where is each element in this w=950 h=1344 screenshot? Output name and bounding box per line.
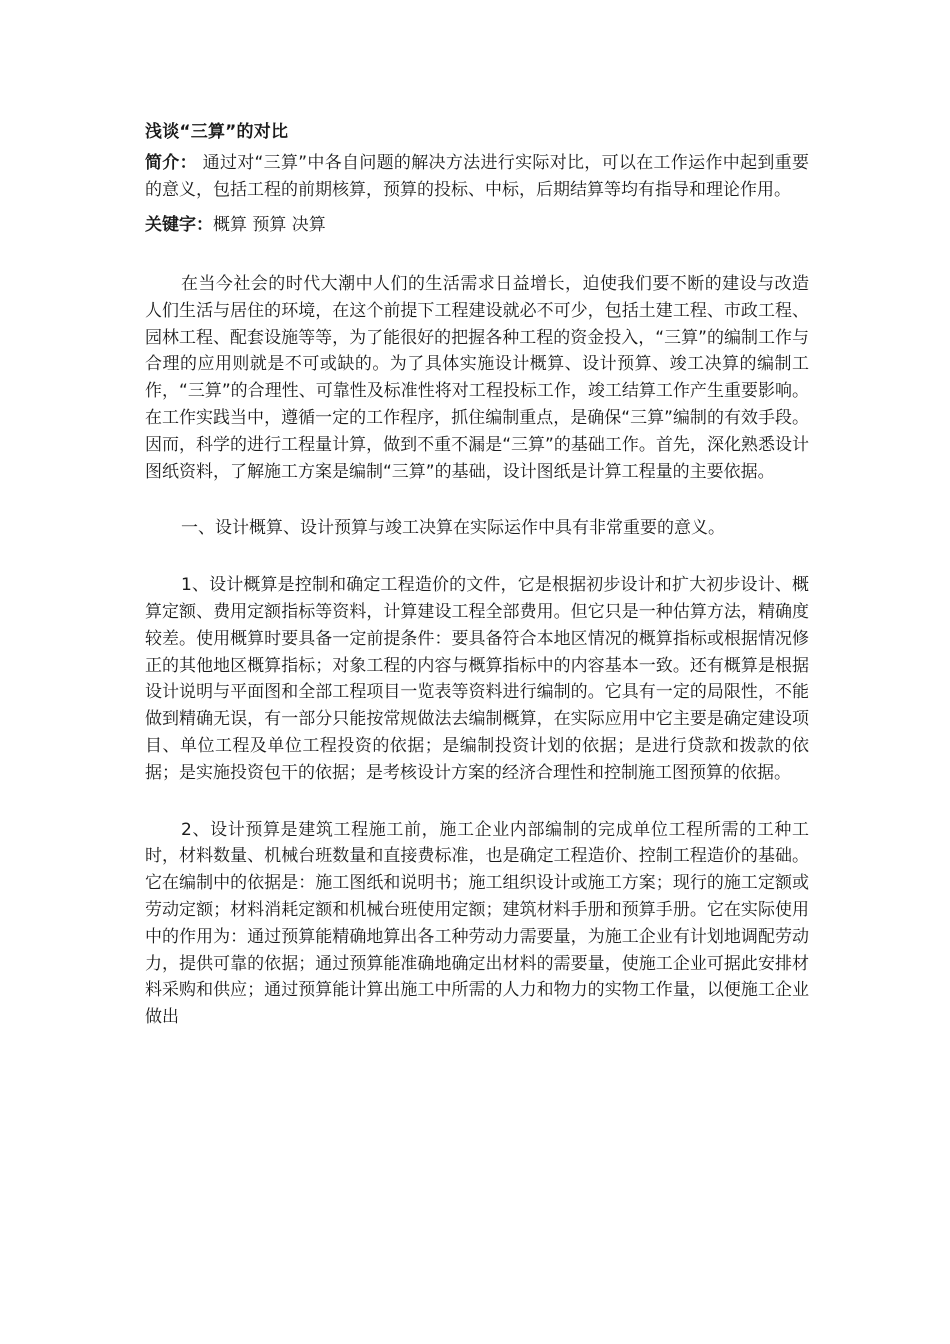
document-title: 浅谈“三算”的对比 — [145, 122, 289, 142]
document-page — [145, 120, 809, 1031]
intro-paragraph: 在当今社会的时代大潮中人们的生活需求日益增长，迫使我们要不断的建设与改造人们生活与居住的环境，在这个前提下工程建设就必不可少，包括土建工程、市政工程、园林工程、配套设施等等，为了能很好的把握各种工程的资金投入，“三算”的编制工作与合理的应用则就是不可或缺的。为了具体实施设计概算、设计预算、竣工决算的编制工作，“三算”的合理性、可靠性及标准性将对工程投标工作，竣工结算工作产生重要影响。在工作实践当中，遵循一定的工作程序，抓住编制重点，是确保“三算”编制的有效手段。因而，科学的进行工程量计算，做到不重不漏是“三算”的基础工作。首先，深化熟悉设计图纸资料，了解施工方案是编制“三算”的基础，设计图纸是计算工程量的主要依据。 — [145, 274, 809, 482]
keywords-label: 关键字： — [145, 215, 213, 235]
keywords — [145, 212, 809, 239]
paragraph-design-budget: 2、设计预算是建筑工程施工前，施工企业内部编制的完成单位工程所需的工种工时，材料数量、机械台班数量和直接费标准，也是确定工程造价、控制工程造价的基础。它在编制中的依据是：施工图纸和说明书；施工组织设计或施工方案；现行的施工定额或劳动定额；材料消耗定额和机械台班使用定额；建筑材料手册和预算手册。它在实际使用中的作用为：通过预算能精确地算出各工种劳动力需要量，为施工企业有计划地调配劳动力，提供可靠的依据；通过预算能准确地确定出材料的需要量，使施工企业可据此安排材料采购和供应；通过预算能计算出施工中所需的人力和物力的实物工作量，以便施工企业做出 — [145, 819, 809, 1028]
summary-label: 简介： — [145, 153, 197, 173]
paragraph-design-estimate: 1、设计概算是控制和确定工程造价的文件，它是根据初步设计和扩大初步设计、概算定额、费用定额指标等资料，计算建设工程全部费用。但它只是一种估算方法，精确度较差。使用概算时要具备一定前提条件：要具备符合本地区情况的概算指标或根据情况修正的其他地区概算指标；对象工程的内容与概算指标中的内容基本一致。还有概算是根据设计说明与平面图和全部工程项目一览表等资料进行编制的。它具有一定的局限性，不能做到精确无误，有一部分只能按常规做法去编制概算，在实际应用中它主要是确定建设项目、单位工程及单位工程投资的依据；是编制投资计划的依据；是进行贷款和拨款的依据；是实施投资包干的依据；是考核设计方案的经济合理性和控制施工图预算的依据。 — [145, 575, 809, 783]
keywords-text: 概算 预算 决算 — [213, 215, 326, 235]
summary-text: 通过对“三算”中各自问题的解决方法进行实际对比，可以在工作运作中起到重要的意义，包括工程的前期核算，预算的投标、中标，后期结算等均有指导和理论作用。 — [145, 153, 809, 200]
section-heading-1: 一、设计概算、设计预算与竣工决算在实际运作中具有非常重要的意义。 — [181, 518, 725, 539]
summary — [145, 150, 809, 204]
